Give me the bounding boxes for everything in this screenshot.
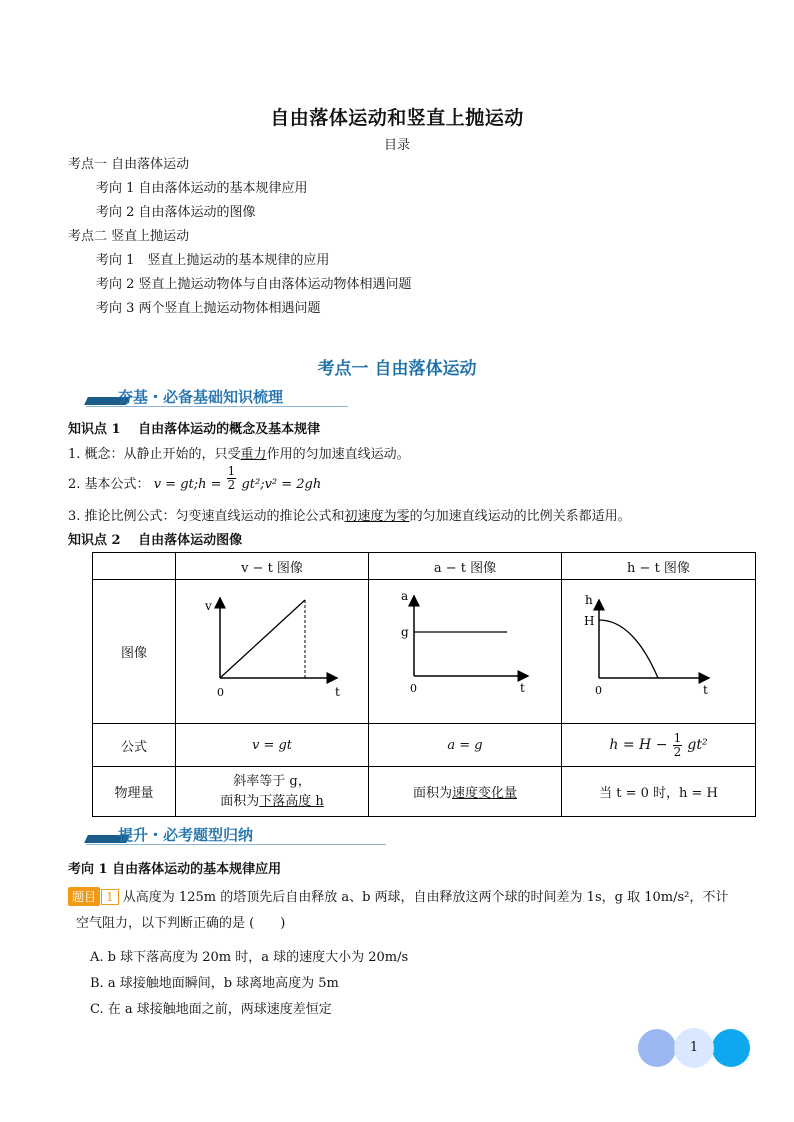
formula-at: a = g	[369, 724, 562, 767]
x-label: t	[703, 683, 708, 697]
ht-graph-cell	[562, 580, 756, 724]
formula-vt: v = gt	[176, 724, 369, 767]
page-decor-circle	[638, 1029, 676, 1067]
knowledge-point-title: 知识点 1 自由落体运动的概念及基本规律	[68, 422, 321, 437]
toc-item[interactable]: 考向 1 竖直上抛运动的基本规律的应用	[96, 253, 330, 268]
qty-vt	[176, 767, 369, 817]
toc-item[interactable]: 考向 2 自由落体运动的图像	[96, 205, 256, 220]
document-title: 自由落体运动和竖直上抛运动	[270, 107, 524, 129]
text: 1. 概念：从静止开始的，只受	[68, 447, 241, 462]
band-underline	[86, 844, 386, 845]
x-label: t	[520, 681, 525, 695]
band-label: 夯基・必备基础知识梳理	[118, 388, 284, 406]
g-label: g	[401, 625, 409, 639]
underlined-term: 重力	[240, 447, 267, 462]
fraction	[673, 732, 683, 759]
height-curve	[599, 620, 658, 678]
knowledge-point-title: 知识点 2 自由落体运动图像	[68, 533, 243, 548]
toc-item[interactable]: 考向 1 自由落体运动的基本规律应用	[96, 181, 308, 196]
section-band	[86, 386, 348, 408]
option-a[interactable]: A. b 球下落高度为 20m 时，a 球的速度大小为 20m/s	[90, 950, 409, 965]
option-b[interactable]: B. a 球接触地面瞬间，b 球离地高度为 5m	[90, 976, 339, 991]
at-graph-cell	[369, 580, 562, 724]
band-underline	[86, 406, 348, 407]
section-title: 考点一 自由落体运动	[317, 359, 477, 379]
vt-graph-cell	[176, 580, 369, 724]
toc-item[interactable]: 考向 3 两个竖直上抛运动物体相遇问题	[96, 301, 321, 316]
text: 斜率等于 g，	[233, 773, 311, 789]
fraction	[227, 465, 237, 492]
formula-ht	[562, 724, 756, 767]
text: 3. 推论比例公式：匀变速直线运动的推论公式和	[68, 509, 345, 524]
page-decor-circle	[712, 1029, 750, 1067]
formula: gt²;v² = 2gh	[241, 477, 322, 492]
graphs-table	[92, 552, 756, 817]
ratio-paragraph	[68, 505, 631, 524]
ht-graph	[563, 580, 754, 719]
fraction-denominator: 2	[227, 478, 236, 492]
underlined-term: 速度变化量	[452, 786, 518, 801]
fraction-numerator: 1	[673, 730, 682, 745]
question-line: 空气阻力，以下判断正确的是 ( )	[76, 916, 286, 931]
H-label: H	[584, 614, 595, 628]
text	[176, 792, 368, 812]
qty-at	[369, 767, 562, 817]
section-band	[86, 824, 386, 846]
text: 作用的匀加速直线运动。	[266, 447, 410, 462]
underlined-term: 初速度为零	[344, 509, 410, 524]
option-c[interactable]: C. 在 a 球接触地面之前，两球速度差恒定	[90, 1002, 332, 1017]
formula: h = H −	[609, 736, 668, 753]
text: 的匀加速直线运动的比例关系都适用。	[409, 509, 631, 524]
question-line	[68, 886, 728, 906]
table-header: h − t 图像	[562, 553, 756, 580]
text: 2. 基本公式：	[68, 477, 150, 492]
vt-graph	[177, 580, 367, 719]
fraction-numerator: 1	[227, 464, 236, 478]
band-label: 提升・必考题型归纳	[118, 826, 254, 844]
question-number: 1	[101, 889, 119, 905]
toc-item[interactable]: 考向 2 竖直上抛运动物体与自由落体运动物体相遇问题	[96, 277, 412, 292]
table-header: v − t 图像	[176, 553, 369, 580]
row-label: 公式	[93, 724, 176, 767]
y-label: v	[205, 599, 212, 613]
question-text: 从高度为 125m 的塔顶先后自由释放 a、b 两球，自由释放这两个球的时间差为 1s，g 取 10m/s²，不计	[122, 890, 729, 905]
origin-label: 0	[217, 686, 224, 699]
table-header: a − t 图像	[369, 553, 562, 580]
concept-paragraph	[68, 443, 410, 462]
y-label: h	[585, 593, 593, 607]
toc-heading: 目录	[383, 138, 410, 153]
question-chip: 题目	[68, 887, 100, 906]
formula-paragraph	[68, 465, 321, 497]
toc-item[interactable]: 考点一 自由落体运动	[68, 157, 190, 172]
fraction-denominator: 2	[673, 744, 682, 759]
text: 面积为	[220, 793, 260, 809]
velocity-line	[220, 600, 305, 678]
text: 面积为	[412, 786, 452, 801]
qty-ht: 当 t = 0 时，h = H	[562, 767, 756, 817]
origin-label: 0	[595, 684, 602, 697]
formula: v = gt;h =	[153, 477, 222, 492]
direction-title: 考向 1 自由落体运动的基本规律应用	[68, 862, 282, 877]
row-label: 物理量	[93, 767, 176, 817]
y-label: a	[401, 589, 409, 603]
origin-label: 0	[410, 682, 417, 695]
underlined-term: 下落高度 h	[259, 793, 324, 809]
at-graph	[370, 580, 560, 719]
x-label: t	[335, 685, 340, 699]
page-number: 1	[674, 1028, 714, 1068]
table-header	[93, 553, 176, 580]
toc-item[interactable]: 考点二 竖直上抛运动	[68, 229, 190, 244]
formula: gt²	[687, 736, 708, 753]
row-label: 图像	[93, 580, 176, 724]
